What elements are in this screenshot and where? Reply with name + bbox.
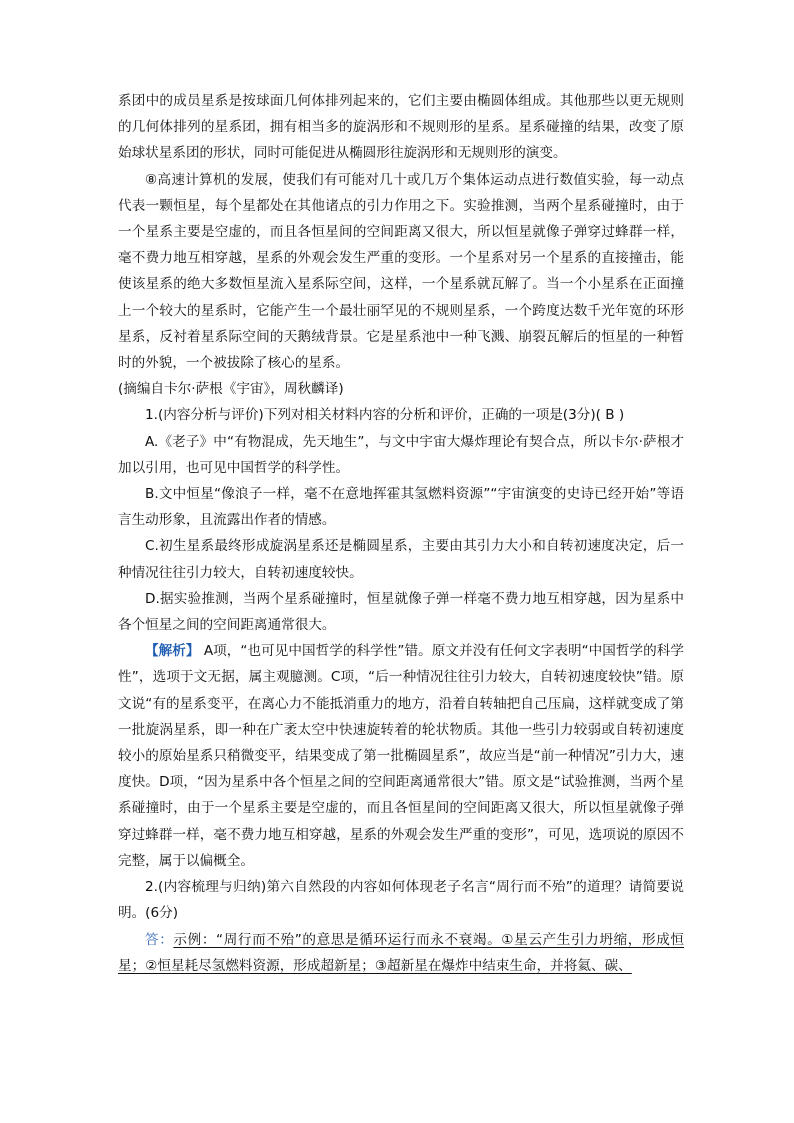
question-1-option-d: D.据实验推测，当两个星系碰撞时，恒星就像子弹一样毫不费力地互相穿越，因为星系中各个恒星之间的空间距离通常很大。 bbox=[118, 590, 684, 634]
content-body bbox=[118, 88, 684, 979]
passage-paragraph-8: ⑧高速计算机的发展，使我们有可能对几十或几万个集体运动点进行数值实验，每一动点代表一颗恒星，每个星都处在其他诸点的引力作用之下。实验推测，当两个星系碰撞时，由于一个星系主要是空虚的，而且各恒星间的空间距离又很大，所以恒星就像子弹穿过蜂群一样，毫不费力地互相穿越，星系的外观会发生严重的变形。一个星系对另一个星系的直接撞击，能使该星系的绝大多数恒星流入星系际空间，这样，一个星系就瓦解了。当一个小星系在正面撞上一个较大的星系时，它能产生一个最壮丽罕见的不规则星系，一个跨度达数千光年宽的环形星系，反衬着星系际空间的天鹅绒背景。它是星系池中一种飞溅、崩裂瓦解后的恒星的一种暂时的外貌，一个被拔除了核心的星系。 bbox=[118, 171, 684, 372]
question-1-stem: 1.(内容分析与评价)下列对相关材料内容的分析和评价，正确的一项是(3分)( B ) bbox=[145, 407, 625, 424]
answer-text: 示例：“周行而不殆”的意思是循环运行而永不衰竭。①星云产生引力坍缩，形成恒星；②恒星耗尽氢燃料资源，形成超新星；③超新星在爆炸中结束生命，并将氦、碳、 bbox=[118, 931, 684, 974]
question-1-option-c: C.初生星系最终形成旋涡星系还是椭圆星系，主要由其引力大小和自转初速度决定，后一种情况往往引力较大，自转初速度较快。 bbox=[118, 538, 684, 581]
passage-paragraph-continued: 系团中的成员星系是按球面几何体排列起来的，它们主要由椭圆体组成。其他那些以更无规则的几何体排列的星系团，拥有相当多的旋涡形和不规则形的星系。星系碰撞的结果，改变了原始球状星系团的形状，同时可能促进从椭圆形往旋涡形和无规则形的演变。 bbox=[118, 93, 684, 162]
analysis-text: A项，“也可见中国哲学的科学性”错。原文并没有任何文字表明“中国哲学的科学性”，选项于文无据，属主观臆测。C项，“后一种情况往往引力较大，自转初速度较快”错。原文说“有的星系变平，在离心力不能抵消重力的地方，沿着自转轴把自己压扁，这样就变成了第一批旋涡星系，即一种在广袤太空中快速旋转着的轮状物质。其他一些引力较弱或自转初速度较小的原始星系只稍微变平，结果变成了第一批椭圆星系”，故应当是“前一种情况”引力大，速度快。D项，“因为星系中各个恒星之间的空间距离通常很大”错。原文是“试验推测，当两个星系碰撞时，由于一个星系主要是空虚的，而且各恒星间的空间距离又很大，所以恒星就像子弹穿过蜂群一样，毫不费力地互相穿越，星系的外观会发生严重的变形”，可见，选项说的原因不完整，属于以偏概全。 bbox=[118, 643, 684, 869]
question-1-option-a: A.《老子》中“有物混成，先天地生”，与文中宇宙大爆炸理论有契合点，所以卡尔·萨根才加以引用，也可见中国哲学的科学性。 bbox=[118, 433, 684, 476]
question-1-analysis bbox=[118, 638, 684, 874]
question-1-option-b: B.文中恒星“像浪子一样，毫不在意地挥霍其氢燃料资源”“宇宙演变的史诗已经开始”等语言生动形象，且流露出作者的情感。 bbox=[118, 486, 684, 529]
analysis-label: 【解析】 bbox=[145, 643, 200, 660]
answer-label: 答： bbox=[145, 931, 174, 948]
question-2-stem: 2.(内容梳理与归纳)第六自然段的内容如何体现老子名言“周行而不殆”的道理？请简要说明。(6分) bbox=[118, 879, 684, 922]
passage-source: (摘编自卡尔·萨根《宇宙》，周秋麟译) bbox=[118, 381, 344, 398]
question-2-answer bbox=[118, 927, 684, 979]
